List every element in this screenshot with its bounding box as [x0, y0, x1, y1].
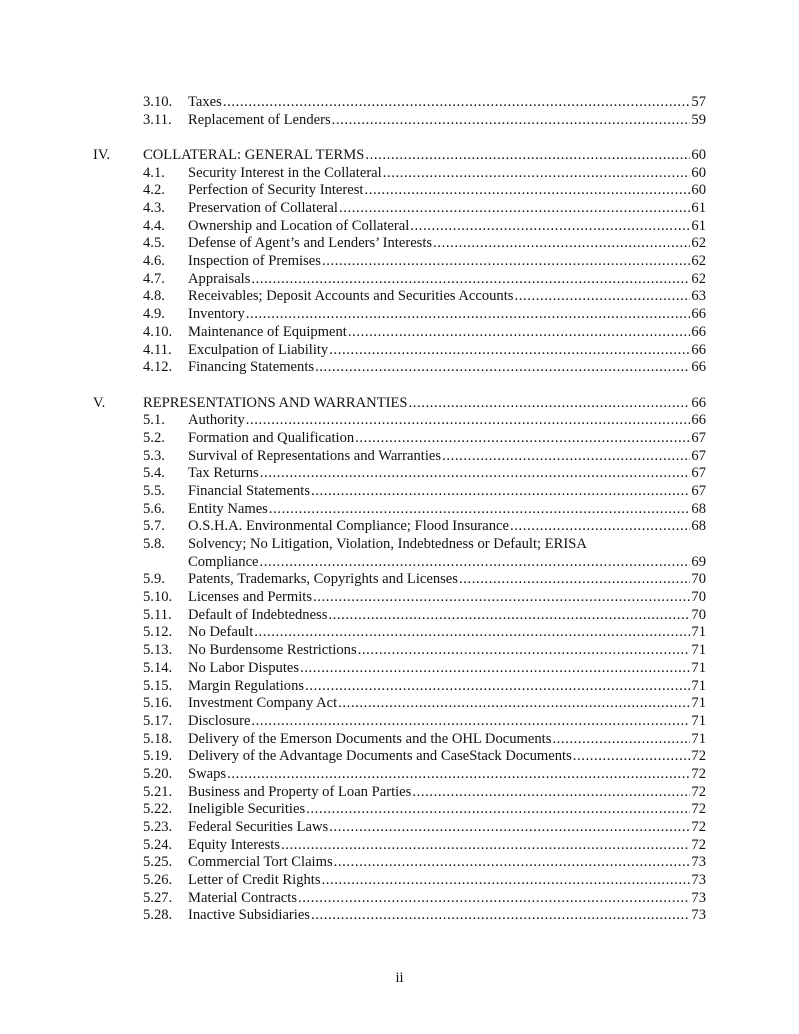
page-number-ref: 66: [691, 412, 706, 429]
toc-entry[interactable]: [0, 359, 799, 377]
dot-leader: [322, 253, 690, 271]
article-numeral: IV.: [93, 146, 111, 163]
section-number: 4.5.: [143, 235, 165, 252]
toc-entry[interactable]: [0, 536, 799, 554]
page-number-ref: 67: [691, 447, 706, 464]
dot-leader: [348, 324, 691, 342]
section-number: 5.28.: [143, 907, 173, 924]
toc-entry[interactable]: [0, 713, 799, 731]
page-number-ref: 61: [691, 217, 706, 234]
section-title: Receivables; Deposit Accounts and Securities Accounts: [188, 288, 514, 305]
dot-leader: [355, 430, 690, 448]
section-number: 4.3.: [143, 200, 165, 217]
entry-line: [143, 147, 706, 165]
toc-entry[interactable]: [0, 837, 799, 855]
section-number: 5.23.: [143, 819, 173, 835]
section-number: 5.1.: [143, 412, 165, 429]
section-title: Patents, Trademarks, Copyrights and Licenses: [188, 571, 458, 588]
toc-entry[interactable]: [0, 483, 799, 501]
entry-line: [188, 218, 706, 236]
page-number-ref: 66: [691, 341, 706, 358]
page-number-ref: 71: [691, 659, 706, 676]
section-title: No Burdensome Restrictions: [188, 642, 357, 659]
table-of-contents: [0, 94, 799, 925]
section-title: Swaps: [188, 765, 227, 782]
page-number-ref: 62: [691, 270, 706, 287]
article-title: COLLATERAL: GENERAL TERMS: [143, 146, 365, 163]
section-title: O.S.H.A. Environmental Compliance; Flood Insurance: [188, 518, 510, 535]
dot-leader: [552, 731, 690, 749]
section-title: Taxes: [188, 94, 222, 110]
toc-entry[interactable]: [0, 784, 799, 802]
toc-entry[interactable]: [0, 766, 799, 784]
dot-leader: [410, 218, 690, 236]
dot-leader: [260, 554, 691, 572]
page-number-ref: 66: [691, 359, 706, 376]
section-title: Investment Company Act: [188, 695, 338, 712]
section-title: Delivery of the Advantage Documents and CaseStack Documents: [188, 748, 572, 765]
page-number-ref: 60: [691, 182, 706, 199]
entry-line: [188, 766, 706, 784]
page-number-ref: 57: [691, 94, 706, 110]
entry-line: [188, 518, 706, 536]
entry-line: [188, 412, 706, 430]
toc-entry[interactable]: [0, 430, 799, 448]
section-title: Survival of Representations and Warranties: [188, 447, 442, 464]
section-title: Commercial Tort Claims: [188, 854, 333, 871]
dot-leader: [334, 854, 691, 872]
dot-leader: [281, 837, 690, 855]
section-title: Inventory: [188, 306, 245, 323]
entry-line: [188, 607, 706, 625]
entry-line: [188, 200, 706, 218]
toc-entry[interactable]: [0, 501, 799, 519]
entry-line: [188, 448, 706, 466]
section-title: Default of Indebtedness: [188, 606, 328, 623]
section-title: Financing Statements: [188, 359, 315, 376]
dot-leader: [510, 518, 690, 536]
dot-leader: [442, 448, 690, 466]
toc-entry[interactable]: [0, 448, 799, 466]
section-number: 5.18.: [143, 730, 173, 747]
section-title: Letter of Credit Rights: [188, 872, 321, 889]
toc-entry[interactable]: [0, 324, 799, 342]
page-number-ref: 62: [691, 253, 706, 270]
page-number-ref: 67: [691, 429, 706, 446]
section-number: 5.22.: [143, 801, 173, 818]
entry-line: [188, 731, 706, 749]
entry-line: [188, 589, 706, 607]
page-number-ref: 71: [691, 677, 706, 694]
section-number: 5.2.: [143, 429, 165, 446]
toc-entry[interactable]: [0, 465, 799, 483]
entry-line: [188, 501, 706, 519]
section-title: Maintenance of Equipment: [188, 323, 347, 340]
dot-leader: [260, 465, 691, 483]
section-number: 4.10.: [143, 323, 173, 340]
entry-line: [188, 94, 706, 112]
section-number: 5.8.: [143, 536, 165, 552]
entry-line: [188, 819, 706, 837]
entry-line: [188, 554, 706, 572]
section-number: 5.17.: [143, 712, 173, 729]
section-number: 5.13.: [143, 642, 173, 659]
entry-line: [188, 660, 706, 678]
section-title: Licenses and Permits: [188, 589, 313, 606]
entry-line: [188, 165, 706, 183]
toc-entry[interactable]: [0, 271, 799, 289]
section-title: Delivery of the Emerson Documents and the OHL Documents: [188, 730, 552, 747]
section-number: 5.24.: [143, 836, 173, 853]
section-number: 5.21.: [143, 783, 173, 800]
toc-entry[interactable]: [0, 872, 799, 890]
section-title: Business and Property of Loan Parties: [188, 783, 412, 800]
entry-line: [188, 430, 706, 448]
section-number: 5.26.: [143, 872, 173, 889]
entry-line: [188, 624, 706, 642]
toc-entry[interactable]: [0, 200, 799, 218]
entry-line: [188, 253, 706, 271]
toc-entry[interactable]: [0, 288, 799, 306]
section-number: 5.19.: [143, 748, 173, 765]
section-number: 5.12.: [143, 624, 173, 641]
dot-leader: [305, 678, 690, 696]
dot-leader: [300, 660, 690, 678]
section-title: Appraisals: [188, 270, 251, 287]
toc-entry[interactable]: [0, 306, 799, 324]
toc-entry[interactable]: [0, 571, 799, 589]
page-number-ref: 70: [691, 606, 706, 623]
dot-leader: [573, 748, 691, 766]
entry-line: [188, 271, 706, 289]
entry-line: [188, 748, 706, 766]
toc-entry[interactable]: [0, 218, 799, 236]
entry-line: [188, 695, 706, 713]
section-title: Defense of Agent’s and Lenders’ Interests: [188, 235, 433, 252]
entry-line: [188, 642, 706, 660]
dot-leader: [412, 784, 690, 802]
section-number: 5.14.: [143, 659, 173, 676]
dot-leader: [254, 624, 690, 642]
dot-leader: [311, 483, 690, 501]
dot-leader: [383, 165, 691, 183]
dot-leader: [338, 695, 690, 713]
page-number-ref: 71: [691, 730, 706, 747]
dot-leader: [251, 271, 690, 289]
section-number: 4.1.: [143, 164, 165, 181]
dot-leader: [332, 112, 691, 130]
section-number: 5.16.: [143, 695, 173, 712]
toc-entry[interactable]: [0, 607, 799, 625]
page-number-ref: 73: [691, 854, 706, 871]
entry-line: [188, 112, 706, 130]
section-title: Authority: [188, 412, 245, 429]
toc-article-heading[interactable]: [0, 147, 799, 165]
section-title: Federal Securities Laws: [188, 819, 329, 835]
entry-line: [188, 483, 706, 501]
page-number-ref: 70: [691, 571, 706, 588]
section-number: 5.6.: [143, 500, 165, 517]
section-title: Security Interest in the Collateral: [188, 164, 382, 181]
dot-leader: [339, 200, 690, 218]
toc-entry[interactable]: [0, 731, 799, 749]
entry-line: [188, 324, 706, 342]
page-number-ref: 71: [691, 642, 706, 659]
section-title: Solvency; No Litigation, Violation, Indebtedness or Default; ERISA: [188, 536, 587, 552]
entry-line: [188, 854, 706, 872]
entry-line: [188, 784, 706, 802]
section-number: 5.5.: [143, 482, 165, 499]
section-title: Exculpation of Liability: [188, 341, 329, 358]
dot-leader: [329, 342, 690, 360]
dot-leader: [227, 766, 690, 784]
page-number-ref: 66: [691, 394, 706, 411]
entry-line: [188, 359, 706, 377]
section-number: 5.10.: [143, 589, 173, 606]
page-number-ref: 63: [691, 288, 706, 305]
article-title: REPRESENTATIONS AND WARRANTIES: [143, 394, 408, 411]
entry-line: [188, 306, 706, 324]
dot-leader: [409, 395, 691, 413]
section-title: Tax Returns: [188, 465, 259, 482]
entry-line: [188, 288, 706, 306]
dot-leader: [246, 306, 691, 324]
section-title: Entity Names: [188, 500, 268, 517]
toc-entry[interactable]: [0, 819, 799, 837]
section-number: 4.8.: [143, 288, 165, 305]
toc-entry[interactable]: [0, 907, 799, 925]
entry-line: [143, 395, 706, 413]
toc-entry[interactable]: [0, 182, 799, 200]
toc-entry[interactable]: [0, 624, 799, 642]
dot-leader: [364, 182, 690, 200]
section-number: 5.3.: [143, 447, 165, 464]
section-title: Material Contracts: [188, 889, 298, 906]
page-number-ref: 71: [691, 712, 706, 729]
toc-entry-continuation[interactable]: [0, 554, 799, 572]
section-number: 4.6.: [143, 253, 165, 270]
section-title: Perfection of Security Interest: [188, 182, 364, 199]
page-number-ref: 72: [691, 836, 706, 853]
dot-leader: [269, 501, 691, 519]
entry-line: [188, 890, 706, 908]
page-number-ref: 71: [691, 695, 706, 712]
entry-line: [188, 872, 706, 890]
toc-entry[interactable]: [0, 112, 799, 130]
toc-entry[interactable]: [0, 165, 799, 183]
entry-line: [188, 801, 706, 819]
section-number: 4.4.: [143, 217, 165, 234]
entry-line: [188, 182, 706, 200]
page-number-ref: 68: [691, 500, 706, 517]
section-title: No Labor Disputes: [188, 659, 300, 676]
page-number: ii: [395, 970, 404, 986]
dot-leader: [251, 713, 690, 731]
page-number-ref: 60: [691, 146, 706, 163]
dot-leader: [322, 872, 691, 890]
dot-leader: [433, 235, 690, 253]
dot-leader: [306, 801, 690, 819]
entry-line: [188, 342, 706, 360]
section-number: 5.25.: [143, 854, 173, 871]
entry-line: [188, 678, 706, 696]
section-number: 4.2.: [143, 182, 165, 199]
section-number: 5.7.: [143, 518, 165, 535]
section-number: 4.9.: [143, 306, 165, 323]
page-number-ref: 61: [691, 200, 706, 217]
section-title: Equity Interests: [188, 836, 281, 853]
toc-entry[interactable]: [0, 695, 799, 713]
dot-leader: [311, 907, 690, 925]
section-title: Ineligible Securities: [188, 801, 306, 818]
section-number: 3.10.: [143, 94, 173, 110]
entry-line: [188, 713, 706, 731]
page-number-ref: 72: [691, 801, 706, 818]
entry-line: [188, 235, 706, 253]
toc-entry[interactable]: [0, 890, 799, 908]
toc-entry[interactable]: [0, 642, 799, 660]
page-number-ref: 59: [691, 111, 706, 128]
toc-article-heading[interactable]: [0, 395, 799, 413]
dot-leader: [313, 589, 690, 607]
page-number-ref: 68: [691, 518, 706, 535]
toc-entry[interactable]: [0, 660, 799, 678]
dot-leader: [246, 412, 691, 430]
section-number: 3.11.: [143, 111, 172, 128]
dot-leader: [223, 94, 691, 112]
toc-entry[interactable]: [0, 589, 799, 607]
toc-entry[interactable]: [0, 342, 799, 360]
dot-leader: [358, 642, 691, 660]
section-number: 4.7.: [143, 270, 165, 287]
page-number-ref: 72: [691, 765, 706, 782]
article-numeral: V.: [93, 394, 106, 411]
page-number-ref: 67: [691, 465, 706, 482]
section-title: Formation and Qualification: [188, 429, 355, 446]
section-number: 5.27.: [143, 889, 173, 906]
dot-leader: [514, 288, 690, 306]
toc-entry[interactable]: [0, 94, 799, 112]
dot-leader: [315, 359, 690, 377]
page-number-ref: 62: [691, 235, 706, 252]
section-number: 5.4.: [143, 465, 165, 482]
dot-leader: [365, 147, 690, 165]
dot-leader: [459, 571, 690, 589]
page-number-ref: 73: [691, 889, 706, 906]
page-number-ref: 67: [691, 482, 706, 499]
toc-entry[interactable]: [0, 235, 799, 253]
page-number-ref: 72: [691, 748, 706, 765]
section-title: Preservation of Collateral: [188, 200, 338, 217]
section-title: Inspection of Premises: [188, 253, 321, 270]
page-number-ref: 72: [691, 783, 706, 800]
section-title: Disclosure: [188, 712, 251, 729]
page-number-ref: 66: [691, 323, 706, 340]
toc-entry[interactable]: [0, 748, 799, 766]
toc-entry[interactable]: [0, 253, 799, 271]
toc-entry[interactable]: [0, 678, 799, 696]
entry-line: [188, 465, 706, 483]
dot-leader: [298, 890, 690, 908]
page-number-ref: 73: [691, 907, 706, 924]
dot-leader: [328, 607, 690, 625]
section-title: Ownership and Location of Collateral: [188, 217, 410, 234]
section-title-continued: Compliance: [188, 553, 259, 570]
entry-line: [188, 907, 706, 925]
page-number-ref: 70: [691, 589, 706, 606]
section-title: Replacement of Lenders: [188, 111, 331, 128]
dot-leader: [329, 819, 690, 837]
page-number-ref: 66: [691, 306, 706, 323]
toc-entry[interactable]: [0, 854, 799, 872]
section-number: 5.11.: [143, 606, 172, 623]
toc-entry-first-line: [0, 536, 799, 554]
toc-entry[interactable]: [0, 518, 799, 536]
page-number-ref: 72: [691, 819, 706, 835]
section-number: 4.11.: [143, 341, 172, 358]
section-number: 5.20.: [143, 765, 173, 782]
page-number-ref: 71: [691, 624, 706, 641]
section-title: Financial Statements: [188, 482, 310, 499]
section-title: Margin Regulations: [188, 677, 305, 694]
toc-entry[interactable]: [0, 412, 799, 430]
section-number: 5.15.: [143, 677, 173, 694]
page-number-ref: 60: [691, 164, 706, 181]
entry-line: [188, 837, 706, 855]
page-number-ref: 69: [691, 553, 706, 570]
section-title: Inactive Subsidiaries: [188, 907, 310, 924]
toc-entry[interactable]: [0, 801, 799, 819]
section-title: No Default: [188, 624, 254, 641]
section-number: 4.12.: [143, 359, 173, 376]
entry-line: [188, 571, 706, 589]
page-number-ref: 73: [691, 872, 706, 889]
section-number: 5.9.: [143, 571, 165, 588]
